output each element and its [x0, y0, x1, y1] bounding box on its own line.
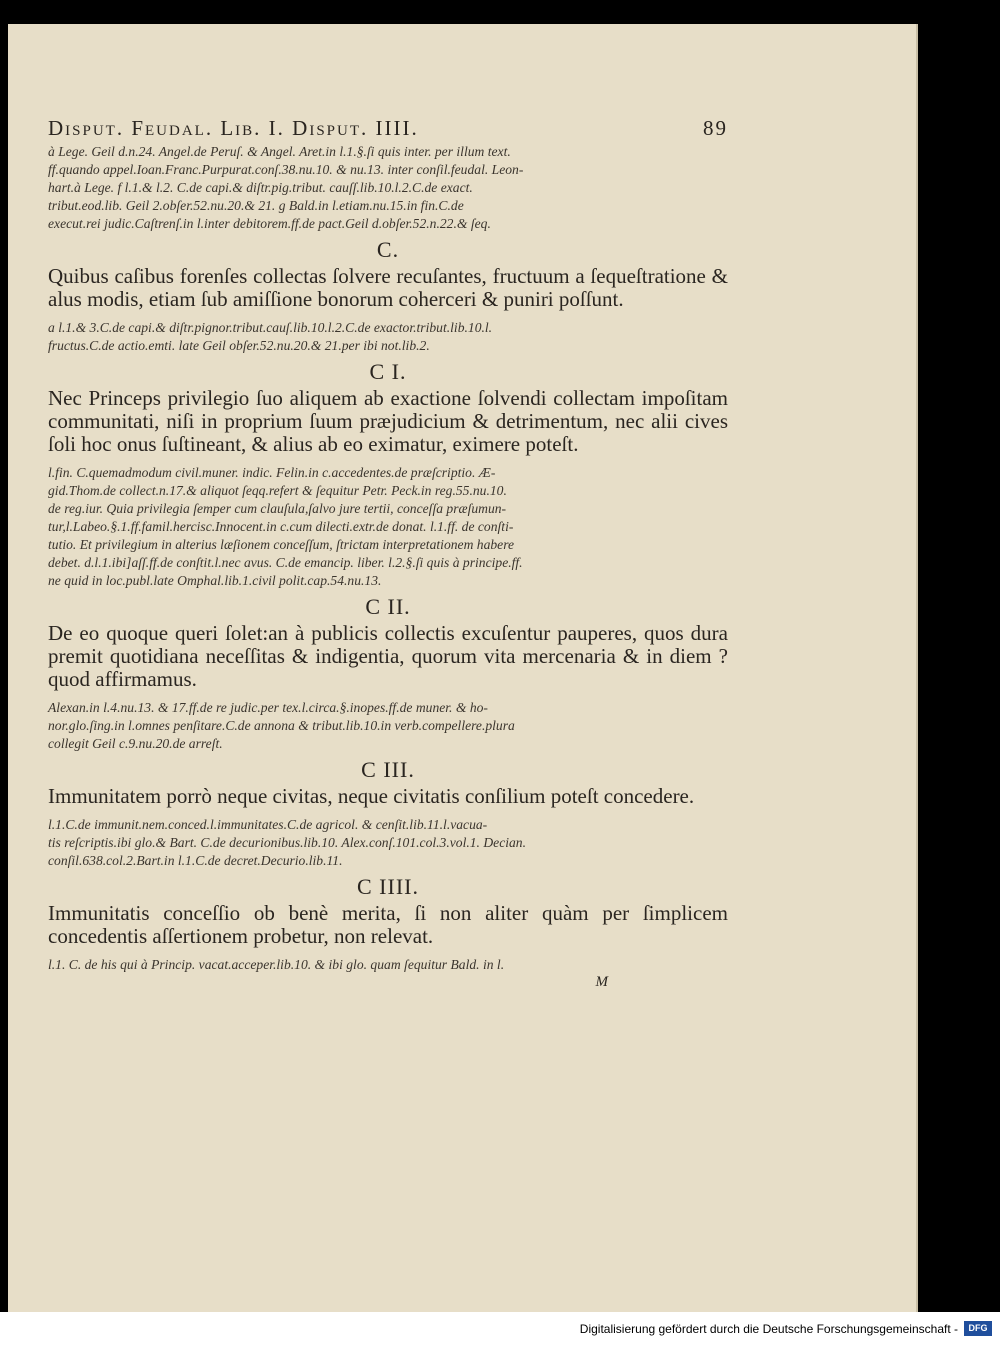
page-content	[48, 116, 728, 991]
top-notes	[48, 143, 728, 233]
section-ci	[48, 359, 728, 590]
note-line: l.1. C. de his qui à Princip. vacat.acceper.lib.10. & ibi glo. quam ſequitur Bald. in l.	[48, 957, 505, 972]
note-line: debet. d.l.1.ibi]aſſ.ff.de conſtit.l.nec avus. C.de emancip. liber. l.2.§.ſi quis à principe.ff.	[48, 555, 523, 570]
section-number: C II.	[365, 594, 411, 619]
note-line: l.1.C.de immunit.nem.conced.l.immunitates.C.de agricol. & cenſit.lib.11.l.vacua-	[48, 817, 488, 832]
funding-notice: Digitalisierung gefördert durch die Deutsche Forschungsgemeinschaft -	[579, 1322, 958, 1336]
section-number: C.	[376, 237, 400, 262]
footer-bar	[0, 1312, 1000, 1349]
note-line: ne quid in loc.publ.late Omphal.lib.1.civil polit.cap.54.nu.13.	[48, 573, 382, 588]
section-ciii	[48, 757, 728, 870]
dfg-logo-icon[interactable]: DFG	[964, 1321, 992, 1336]
section-text: Quibus caſibus forenſes collectas ſolvere recuſantes, fructuum a ſequeſtratione & alus modis, etiam ſub amiſſione bonorum coherceri & puniri poſſunt.	[48, 264, 728, 311]
note-line: tis reſcriptis.ibi glo.& Bart. C.de decurionibus.lib.10. Alex.conſ.101.col.3.vol.1. Decian.	[48, 835, 526, 850]
section-number: C I.	[369, 359, 407, 384]
running-title: Disput. Feudal. Lib. I. Disput. IIII.	[48, 116, 419, 140]
section-number: C III.	[361, 757, 415, 782]
note-line: Alexan.in l.4.nu.13. & 17.ff.de re judic.per tex.l.circa.§.inopes.ff.de muner. & ho-	[48, 700, 488, 715]
section-ciiii	[48, 874, 728, 974]
note-line: fructus.C.de actio.emti. late Geil obſer.52.nu.20.& 21.per ibi not.lib.2.	[48, 338, 430, 353]
note-line: tur,l.Labeo.§.1.ff.famil.hercisc.Innocent.in c.cum dilecti.extr.de donat. l.1.ff. de conſti-	[48, 519, 514, 534]
running-header	[48, 116, 728, 141]
section-number: C IIII.	[357, 874, 419, 899]
note-line: tutio. Et privilegium in alterius læſionem conceſſum, ſtrictam interpretationem habere	[48, 537, 515, 552]
note-line: execut.rei judic.Caſtrenſ.in l.inter debitorem.ff.de pact.Geil d.obſer.52.n.22.& ſeq.	[48, 216, 491, 231]
note-line: tribut.eod.lib. Geil 2.obſer.52.nu.20.& 21. g Bald.in l.etiam.nu.15.in fin.C.de	[48, 198, 464, 213]
note-line: a l.1.& 3.C.de capi.& diſtr.pignor.tribut.cauſ.lib.10.l.2.C.de exactor.tribut.lib.10.l.	[48, 320, 493, 335]
note-line: l.fin. C.quemadmodum civil.muner. indic. Felin.in c.accedentes.de præſcriptio. Æ-	[48, 465, 496, 480]
note-line: gid.Thom.de collect.n.17.& aliquot ſeqq.refert & ſequitur Petr. Peck.in reg.55.nu.10.	[48, 483, 507, 498]
section-text: De eo quoque queri ſolet:an à publicis collectis excuſentur pauperes, quos dura premit quotidiana neceſſitas & indigentia, quorum vita mercenaria & in diem ? quod affirmamus.	[48, 621, 728, 691]
note-line: nor.glo.ſing.in l.omnes penſitare.C.de annona & tribut.lib.10.in verb.compellere.plura	[48, 718, 515, 733]
book-page	[8, 24, 918, 1312]
section-text: Immunitatis conceſſio ob benè merita, ſi non aliter quàm per ſimplicem concedentis aſſertionem probetur, non relevat.	[48, 901, 728, 948]
note-line: conſil.638.col.2.Bart.in l.1.C.de decret.Decurio.lib.11.	[48, 853, 343, 868]
section-text: Immunitatem porrò neque civitas, neque civitatis conſilium poteſt concedere.	[48, 784, 695, 808]
catchword: M	[595, 974, 608, 990]
note-line: ff.quando appel.Ioan.Franc.Purpurat.conſ.38.nu.10. & nu.13. inter conſil.feudal. Leon-	[48, 162, 524, 177]
page-number: 89	[703, 116, 728, 140]
note-line: collegit Geil c.9.nu.20.de arreſt.	[48, 736, 223, 751]
note-line: à Lege. Geil d.n.24. Angel.de Peruſ. & Angel. Aret.in l.1.§.ſi quis inter. per illum text.	[48, 144, 511, 159]
section-text: Nec Princeps privilegio ſuo aliquem ab exactione ſolvendi collectam impoſitam communitati, niſi in proprium ſuum præjudicium & detrimentum, nec alii cives ſoli hoc onus ſuſtineant, & alius ab eo eximatur, eximere poteſt.	[48, 386, 728, 456]
note-line: de reg.iur. Quia privilegia ſemper cum clauſula,ſalvo jure tertii, conceſſa præſumun-	[48, 501, 507, 516]
section-cii	[48, 594, 728, 753]
note-line: hart.à Lege. f l.1.& l.2. C.de capi.& diſtr.pig.tribut. cauſſ.lib.10.l.2.C.de exact.	[48, 180, 473, 195]
section-c	[48, 237, 728, 355]
